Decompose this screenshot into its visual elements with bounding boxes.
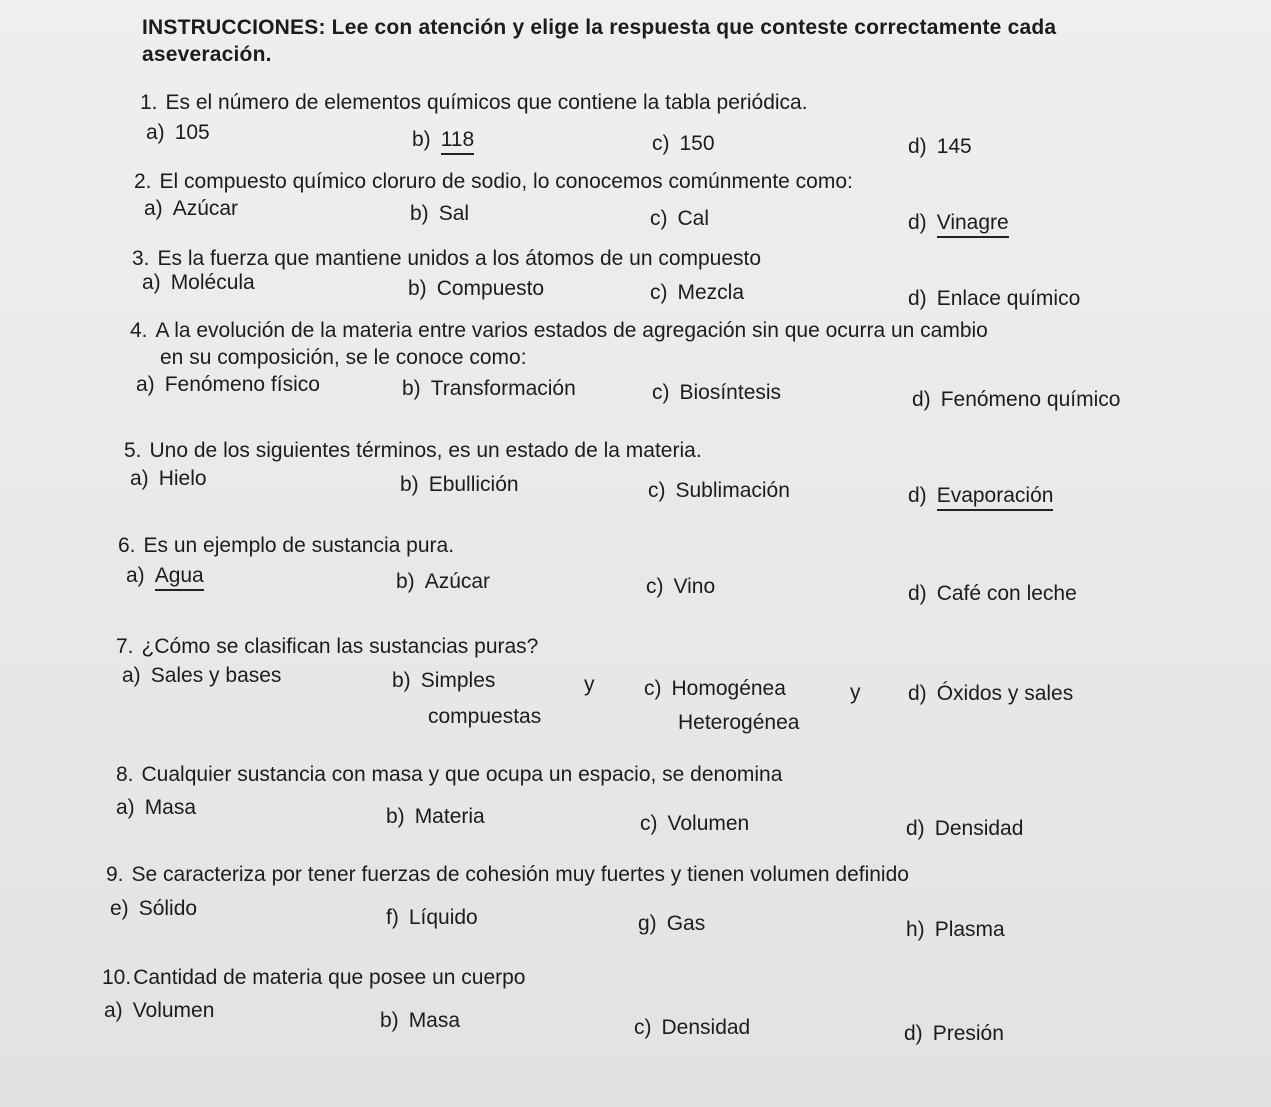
option-8d[interactable]: d) Densidad xyxy=(906,817,1024,840)
option-4d[interactable]: d) Fenómeno químico xyxy=(912,388,1121,411)
question-number: 5. xyxy=(124,439,142,462)
instructions-text: INSTRUCCIONES: Lee con atención y elige la respuesta que conteste correctamente cada aseveración. xyxy=(142,16,1057,66)
option-1c[interactable]: c) 150 xyxy=(652,132,715,155)
question-number: 1. xyxy=(140,91,158,114)
option-5c[interactable]: c) Sublimación xyxy=(648,479,790,502)
option-9g[interactable]: g) Gas xyxy=(638,912,706,935)
option-6b[interactable]: b) Azúcar xyxy=(396,570,491,593)
option-6a[interactable]: a) Agua xyxy=(126,563,204,589)
option-10d[interactable]: d) Presión xyxy=(904,1022,1004,1045)
question-number: 6. xyxy=(118,534,136,557)
question-text: Cantidad de materia que posee un cuerpo xyxy=(133,966,526,989)
option-7c-continuation: Heterogénea xyxy=(678,711,800,734)
question-number: 7. xyxy=(116,635,134,658)
option-8a[interactable]: a) Masa xyxy=(116,796,197,819)
question-5 xyxy=(124,438,702,464)
question-number: 9. xyxy=(106,863,124,886)
option-1b[interactable]: b) 118 xyxy=(412,127,474,153)
option-2c[interactable]: c) Cal xyxy=(650,207,710,230)
question-2 xyxy=(134,169,853,195)
option-8b[interactable]: b) Materia xyxy=(386,805,485,828)
option-9f[interactable]: f) Líquido xyxy=(386,906,478,929)
question-text: Es un ejemplo de sustancia pura. xyxy=(143,534,455,557)
option-3c[interactable]: c) Mezcla xyxy=(650,281,745,304)
option-2b[interactable]: b) Sal xyxy=(410,202,470,225)
question-1 xyxy=(140,90,808,116)
question-number: 3. xyxy=(132,247,150,270)
option-6c[interactable]: c) Vino xyxy=(646,575,716,598)
option-2a[interactable]: a) Azúcar xyxy=(144,197,239,220)
option-10c[interactable]: c) Densidad xyxy=(634,1016,751,1039)
option-7a[interactable]: a) Sales y bases xyxy=(122,664,282,687)
option-9h[interactable]: h) Plasma xyxy=(906,918,1005,941)
option-3a[interactable]: a) Molécula xyxy=(142,271,255,294)
question-8 xyxy=(116,762,782,788)
question-number: 4. xyxy=(130,319,148,342)
question-text: Uno de los siguientes términos, es un estado de la materia. xyxy=(149,439,702,462)
option-5a[interactable]: a) Hielo xyxy=(130,467,207,490)
question-7 xyxy=(116,634,538,660)
option-7b-conjunction: y xyxy=(584,673,595,696)
option-7b[interactable]: b) Simples xyxy=(392,669,496,692)
option-10b[interactable]: b) Masa xyxy=(380,1009,461,1032)
option-7c[interactable]: c) Homogénea xyxy=(644,677,786,700)
question-6 xyxy=(118,533,454,559)
option-7c-conjunction: y xyxy=(850,681,861,704)
question-9 xyxy=(106,862,909,888)
option-6d[interactable]: d) Café con leche xyxy=(908,582,1077,605)
question-number: 8. xyxy=(116,763,134,786)
option-4b[interactable]: b) Transformación xyxy=(402,377,576,400)
question-text: Es la fuerza que mantiene unidos a los átomos de un compuesto xyxy=(157,247,762,270)
option-7d[interactable]: d) Óxidos y sales xyxy=(908,682,1074,705)
question-text: A la evolución de la materia entre varios estados de agregación sin que ocurra un cambio xyxy=(155,319,988,342)
question-text: ¿Cómo se clasifican las sustancias puras? xyxy=(141,635,539,658)
question-text: El compuesto químico cloruro de sodio, lo conocemos comúnmente como: xyxy=(159,170,853,193)
option-7b-continuation: compuestas xyxy=(428,705,542,728)
option-10a[interactable]: a) Volumen xyxy=(104,999,215,1022)
option-1d[interactable]: d) 145 xyxy=(908,135,972,158)
option-5b[interactable]: b) Ebullición xyxy=(400,473,519,496)
question-text: Cualquier sustancia con masa y que ocupa un espacio, se denomina xyxy=(141,763,783,786)
option-3b[interactable]: b) Compuesto xyxy=(408,277,545,300)
question-text: Se caracteriza por tener fuerzas de cohesión muy fuertes y tienen volumen definido xyxy=(131,863,909,886)
question-4 xyxy=(130,318,988,344)
option-4a[interactable]: a) Fenómeno físico xyxy=(136,373,320,396)
option-2d[interactable]: d) Vinagre xyxy=(908,210,1009,236)
question-3 xyxy=(132,246,761,272)
question-10 xyxy=(102,965,525,991)
option-5d[interactable]: d) Evaporación xyxy=(908,483,1053,509)
option-8c[interactable]: c) Volumen xyxy=(640,812,750,835)
option-1a[interactable]: a) 105 xyxy=(146,121,210,144)
option-9e[interactable]: e) Sólido xyxy=(110,897,198,920)
question-number: 10. xyxy=(102,966,132,989)
option-3d[interactable]: d) Enlace químico xyxy=(908,287,1081,310)
question-text: Es el número de elementos químicos que contiene la tabla periódica. xyxy=(165,91,808,114)
option-4c[interactable]: c) Biosíntesis xyxy=(652,381,782,404)
question-number: 2. xyxy=(134,170,152,193)
question-4-continuation: en su composición, se le conoce como: xyxy=(160,346,527,369)
